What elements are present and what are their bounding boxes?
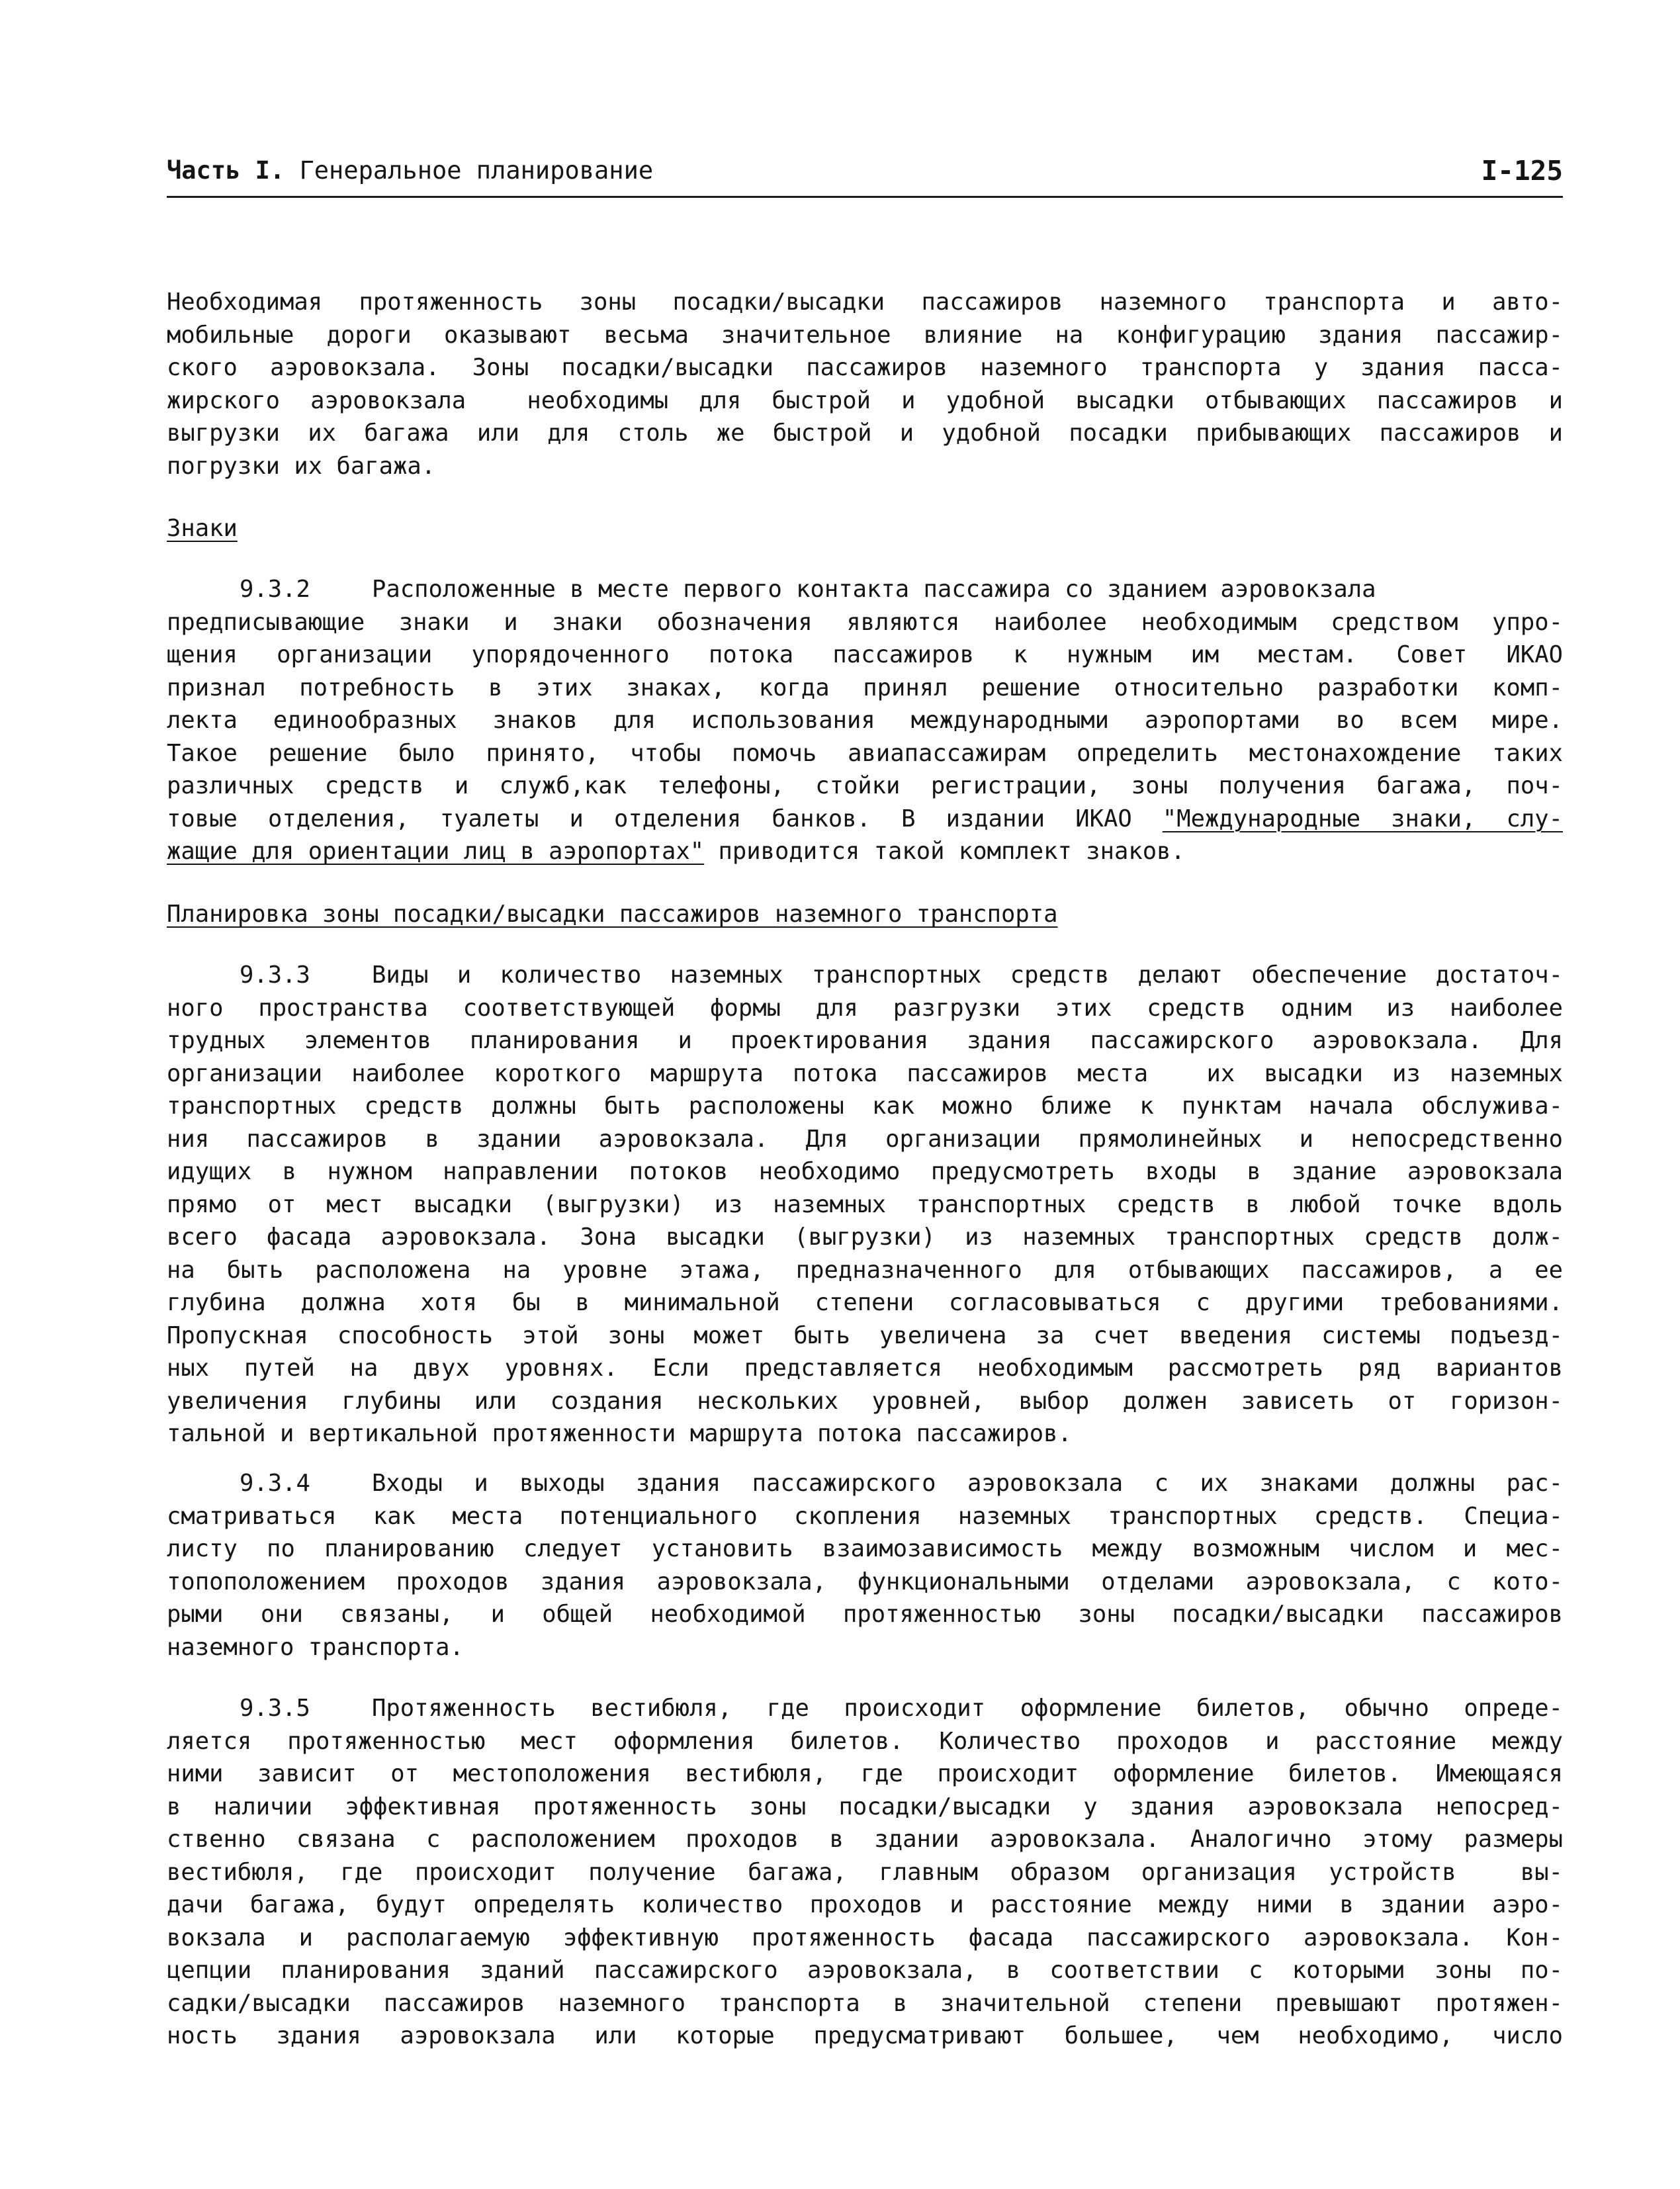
text-line: транспортных средств должны быть расположены как можно ближе к пунктам начала обслужива- [167,1093,1563,1120]
paragraph-first-line: Входы и выходы здания пассажирского аэровокзала с их знаками должны рас- [372,1470,1563,1497]
text-line: ного пространства соответствующей формы для разгрузки этих средств одним из наиболее [167,994,1563,1022]
section-heading-curb-planning: Планировка зоны посадки/высадки пассажиров наземного транспорта [167,901,1058,928]
paragraph-first-line: Виды и количество наземных транспортных средств делают обеспечение достаточ- [372,961,1563,989]
paragraph-number: 9.3.4 [240,1470,310,1497]
text-line: листу по планированию следует установить взаимозависимость между возможным числом и мес- [167,1535,1563,1562]
text-line: выгрузки их багажа или для столь же быстрой и удобной посадки прибывающих пассажиров и [167,420,1563,447]
text-line: увеличения глубины или создания нескольких уровней, выбор должен зависеть от горизон- [167,1387,1563,1415]
text-line: трудных элементов планирования и проектирования здания пассажирского аэровокзала. Для [167,1027,1563,1054]
page-number: I-125 [1481,155,1563,187]
paragraph-number: 9.3.5 [240,1695,310,1722]
running-title [167,154,653,188]
text-line: дачи багажа, будут определять количество проходов и расстояние между ними в здании аэро- [167,1891,1563,1918]
text-line [167,803,1563,836]
text-line [167,1467,1563,1500]
paragraph-first-line: Протяженность вестибюля, где происходит оформление билетов, обычно опреде- [372,1695,1563,1722]
text-line: Необходимая протяженность зоны посадки/высадки пассажиров наземного транспорта и авто- [167,289,1563,316]
text-line: ского аэровокзала. Зоны посадки/высадки пассажиров наземного транспорта у здания пасса- [167,354,1563,381]
text-line: ними зависит от местоположения вестибюля, где происходит оформление билетов. Имеющаяся [167,1760,1563,1787]
text-line: ния пассажиров в здании аэровокзала. Для организации прямолинейных и непосредственно [167,1125,1563,1153]
text-line: на быть расположена на уровне этажа, предназначенного для отбывающих пассажиров, а ее [167,1256,1563,1284]
text-line: различных средств и служб,как телефоны, стойки регистрации, зоны получения багажа, поч- [167,772,1563,799]
text-line: тальной и вертикальной протяженности маршрута потока пассажиров. [167,1420,1072,1447]
text-line: глубина должна хотя бы в минимальной степени согласовываться с другими требованиями. [167,1289,1563,1316]
text-line: жирского аэровокзала необходимы для быстрой и удобной высадки отбывающих пассажиров и [167,386,1563,414]
paragraph-9-3-3 [167,959,1563,1451]
paragraph-9-3-5 [167,1692,1563,2053]
publication-reference: жащие для ориентации лиц в аэропортах" [167,838,705,865]
text-line: ность здания аэровокзала или которые предусматривают большее, чем необходимо, число [167,2022,1563,2049]
text-line: в наличии эффективная протяженность зоны посадки/высадки у здания аэровокзала непосред- [167,1793,1563,1820]
text-line: ляется протяженностью мест оформления билетов. Количество проходов и расстояние между [167,1727,1563,1755]
text-line: цепции планирования зданий пассажирского аэровокзала, в соответствии с которыми зоны по- [167,1957,1563,1984]
text-line: всего фасада аэровокзала. Зона высадки (выгрузки) из наземных транспортных средств долж- [167,1224,1563,1251]
paragraph-9-3-4 [167,1467,1563,1664]
text-line: лекта единообразных знаков для использования международными аэропортами во всем мире. [167,707,1563,734]
text-line [167,573,1563,606]
text-line: сматриваться как места потенциального скопления наземных транспортных средств. Специа- [167,1502,1563,1530]
text-fragment: приводится такой комплект знаков. [704,838,1185,865]
publication-reference: "Международные знаки, слу- [1162,805,1563,832]
text-line: признал потребность в этих знаках, когда принял решение относительно разработки комп- [167,674,1563,701]
text-line: щения организации упорядоченного потока пассажиров к нужным им местам. Совет ИКАО [167,641,1563,668]
text-line: погрузки их багажа. [167,452,436,480]
text-line [167,835,1563,868]
part-title: Генеральное планирование [299,156,654,185]
text-line: садки/высадки пассажиров наземного транспорта в значительной степени превышают протяжен- [167,1989,1563,2017]
text-line: мобильные дороги оказывают весьма значительное влияние на конфигурацию здания пассажир- [167,321,1563,349]
text-line: предписывающие знаки и знаки обозначения являются наиболее необходимым средством упро- [167,608,1563,636]
paragraph-number: 9.3.3 [240,961,310,989]
intro-paragraph [167,286,1563,482]
text-line: вестибюля, где происходит получение багажа, главным образом организация устройств вы- [167,1858,1563,1886]
text-line: прямо от мест высадки (выгрузки) из наземных транспортных средств в любой точке вдоль [167,1190,1563,1218]
text-line: топоположением проходов здания аэровокзала, функциональными отделами аэровокзала, с кото- [167,1568,1563,1595]
text-line: идущих в нужном направлении потоков необходимо предусмотреть входы в здание аэровокзала [167,1158,1563,1185]
section-heading-signs: Знаки [167,515,238,542]
text-line: рыми они связаны, и общей необходимой протяженностью зоны посадки/высадки пассажиров [167,1601,1563,1628]
text-line: наземного транспорта. [167,1633,464,1661]
part-label: Часть I. [167,156,285,185]
text-fragment: товые отделения, туалеты и отделения банков. В издании ИКАО [167,805,1163,832]
text-line: Пропускная способность этой зоны может быть увеличена за счет введения системы подъезд- [167,1321,1563,1349]
text-line [167,959,1563,992]
paragraph-number: 9.3.2 [240,576,310,603]
text-line: организации наиболее короткого маршрута потока пассажиров места их высадки из наземных [167,1059,1563,1087]
text-line: вокзала и располагаемую эффективную протяженность фасада пассажирского аэровокзала. Кон- [167,1924,1563,1951]
paragraph-first-line: Расположенные в месте первого контакта пассажира со зданием аэровокзала [372,576,1376,603]
page-header [167,154,1563,198]
text-line [167,1692,1563,1725]
text-line: ственно связана с расположением проходов в здании аэровокзала. Аналогично этому размеры [167,1826,1563,1853]
paragraph-9-3-2 [167,573,1563,868]
text-line: ных путей на двух уровнях. Если представляется необходимым рассмотреть ряд вариантов [167,1355,1563,1382]
text-line: Такое решение было принято, чтобы помочь авиапассажирам определить местонахождение таких [167,739,1563,767]
